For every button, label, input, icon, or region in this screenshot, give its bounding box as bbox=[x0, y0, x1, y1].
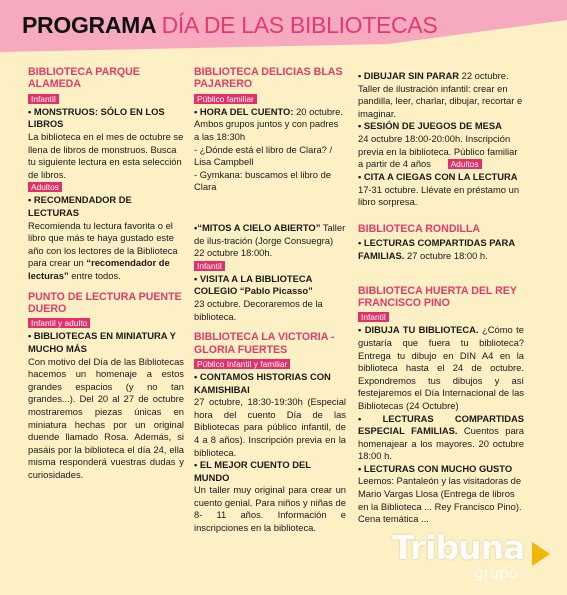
activity-text: Taller de ilustración infantil: crear en pandilla, leer, charlar, dibujar, recortar e imaginar. bbox=[358, 82, 523, 119]
activity-text: 27 octubre 18:00 h. bbox=[404, 249, 488, 261]
activity-title: • HORA DEL CUENTO: bbox=[194, 105, 294, 117]
activity-text: 23 octubre. Decoraremos de la biblioteca. bbox=[194, 297, 323, 322]
activity-title: • CITA A CIEGAS CON LA LECTURA bbox=[358, 171, 518, 183]
title-dia-bibliotecas: DÍA DE LAS BIBLIOTECAS bbox=[161, 12, 438, 38]
activity-entry bbox=[358, 237, 524, 262]
activity-title: •“MITOS A CIELO ABIERTO” bbox=[194, 221, 321, 233]
audience-badge: Adultos bbox=[28, 182, 62, 192]
activity-text: 20 octubre. Ambos grupos juntos y con padres a las 18:30h bbox=[194, 105, 343, 142]
activity-title: • MONSTRUOS: SÓLO EN LOS LIBROS bbox=[28, 105, 165, 130]
tribuna-logo bbox=[392, 524, 562, 590]
activity-text: - ¿Dónde está el libro de Clara? / Lisa Campbell bbox=[194, 143, 333, 168]
text-part: 24 octubre 18:00-20:00h. Inscripción previa en la biblioteca. Público familiar a partir de 4 años bbox=[358, 132, 518, 170]
activity-title: • EL MEJOR CUENTO DEL MUNDO bbox=[194, 459, 311, 483]
activity-title: • LECTURAS COMPARTIDAS PARA FAMILIAS. bbox=[358, 237, 515, 261]
library-heading: BIBLIOTECA DELICIAS BLAS PAJARERO bbox=[194, 66, 343, 91]
activity-text bbox=[358, 133, 524, 171]
logo-name: Tribuna bbox=[392, 528, 525, 567]
text-part-bold: “recomendador de lecturas” bbox=[28, 257, 170, 281]
activity-text: 27 octubre, 18:30-19:30h (Especial hora del cuento Día de las Bibliotecas para público infantil, de 4 a 8 años). Inscripción previa en la biblioteca. bbox=[194, 396, 346, 458]
activity-text: 22 octubre. bbox=[459, 70, 509, 81]
audience-badge: Infantil bbox=[194, 261, 225, 271]
text-part: Recomienda tu lectura favorita o el libro que más te haya gustado este año con los lectores de la Biblioteca para crear un bbox=[28, 219, 178, 269]
play-icon bbox=[532, 542, 550, 566]
library-heading: BIBLIOTECA HUERTA DEL REY FRANCISCO PINO bbox=[358, 284, 517, 309]
activity-text: La biblioteca en el mes de octubre se llena de libros de monstruos. Busca tu siguiente lectura en esta selección de libros. bbox=[28, 131, 184, 180]
audience-badge: Adultos bbox=[448, 159, 482, 169]
activity-title: • RECOMENDADOR DE LECTURAS bbox=[28, 194, 132, 218]
activity-text: Taller de ilus-tración (Jorge Consuegra) 22 octubre 18:00h. bbox=[194, 221, 346, 259]
activity-title: • VISITA A LA BIBLIOTECA COLEGIO “Pablo Picasso” bbox=[194, 272, 313, 297]
activity-entry bbox=[358, 413, 524, 463]
library-heading: BIBLIOTECA LA VICTORIA - GLORIA FUERTES bbox=[194, 331, 335, 356]
activity-text: 17-31 octubre. Llévate en préstamo un libro sorpresa. bbox=[358, 183, 520, 208]
activity-text: Cuentos para homenajear a los mayores. 20 octubre 18:00 h. bbox=[358, 425, 524, 462]
activity-title: • LECTURAS CON MUCHO GUSTO bbox=[358, 462, 513, 474]
text-part: entre todos. bbox=[68, 269, 121, 281]
logo-sub: grupo bbox=[474, 564, 518, 582]
activity-text: Con motivo del Día de las Bibliotecas hacemos un homenaje a estos grandes espacios (y no tan grandes...). Del 20 al 27 de octubre mostraremos piezas únicas en miniatura hechas por un original duende llamado Rosa. Además, si pasáis por la biblioteca el día 24, ella misma responderá vuestras dudas y curiosidades. bbox=[28, 355, 184, 480]
column-3 bbox=[358, 70, 524, 526]
activity-text: ¿Cómo te gustaría que fuera tu biblioteca? Entrega tu dibujo en DIN A4 en la biblioteca hasta el 24 de octubre. Expondremos tus dibujos y así festejaremos el Día Internacional de las Bibliotecas (24 Octubre) bbox=[358, 324, 524, 411]
activity-entry bbox=[358, 70, 524, 83]
activity-text: Un taller muy original para crear un cuento genial. Para niños y niñas de 8- 11 años. Información e inscripciones en la biblioteca. bbox=[194, 484, 346, 534]
column-2 bbox=[194, 66, 346, 535]
audience-badge: Público familiar bbox=[194, 94, 257, 104]
activity-text: - Gymkana: buscamos el libro de Clara bbox=[194, 168, 332, 193]
activity-title: • DIBUJA TU BIBLIOTECA. bbox=[358, 324, 479, 336]
activity-title: • SESIÓN DE JUEGOS DE MESA bbox=[358, 120, 502, 132]
activity-title: • DIBUJAR SIN PARAR bbox=[358, 70, 460, 81]
library-heading: PUNTO DE LECTURA PUENTE DUERO bbox=[28, 290, 182, 315]
page-title bbox=[22, 12, 437, 39]
activity-text bbox=[28, 220, 184, 283]
column-1 bbox=[28, 66, 184, 481]
activity-entry bbox=[194, 106, 346, 144]
audience-badge: Público Infantil y familiar bbox=[194, 359, 290, 369]
activity-entry bbox=[194, 222, 346, 260]
activity-title: • LECTURAS COMPARTIDAS ESPECIAL FAMILIAS. bbox=[358, 412, 524, 437]
audience-badge: Infantil bbox=[28, 94, 59, 104]
audience-badge: Infantil y adulto bbox=[28, 318, 90, 328]
title-programa: PROGRAMA bbox=[22, 12, 156, 38]
activity-title: • BIBLIOTECAS EN MINIATURA Y MUCHO MÁS bbox=[28, 330, 176, 354]
activity-text: Leemos: Pantaleón y las visitadoras de Mario Vargas Llosa (Entrega de libros en la Biblioteca ... Rey Francisco Pino). Cena temática ... bbox=[358, 475, 522, 525]
activity-title: • CONTAMOS HISTORIAS CON KAMISHIBAI bbox=[194, 370, 331, 395]
activity-entry bbox=[358, 324, 524, 412]
library-heading: BIBLIOTECA PARQUE ALAMEDA bbox=[28, 66, 140, 91]
library-heading: BIBLIOTECA RONDILLA bbox=[358, 222, 481, 235]
header-banner bbox=[0, 0, 567, 52]
audience-badge: Infantil bbox=[358, 312, 389, 322]
